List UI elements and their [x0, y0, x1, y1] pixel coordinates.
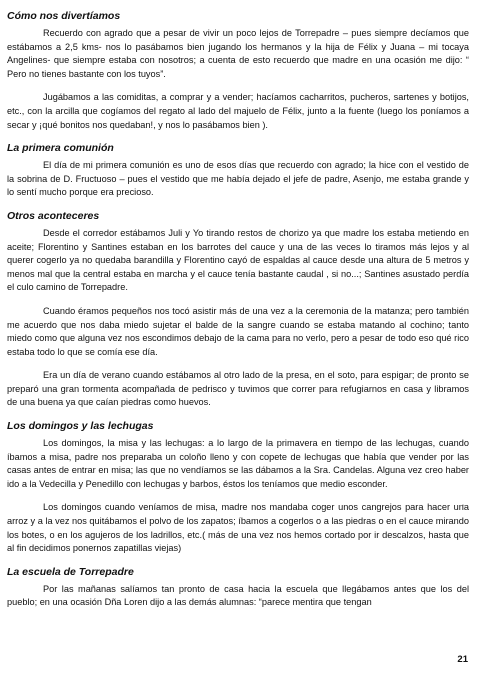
- section-los-domingos-y-las-lechugas: [7, 420, 469, 556]
- paragraph: Los domingos, la misa y las lechugas: a lo largo de la primavera en tiempo de las lechugas, cuando íbamos a misa, padre nos preparaba un coloño lleno y con copete de lechugas que había que vender por las casas antes de entrar en misa; las que no vendíamos se las dábamos a la Sra. Candelas. Alguna vez creo haber ido a la Vedecilla y Penedillo con lechugas y barbos, éstos los teníamos que medio esconder.: [7, 438, 469, 489]
- section-la-primera-comunion: [7, 142, 469, 200]
- section-heading: La escuela de Torrepadre: [7, 565, 134, 578]
- paragraph: Los domingos cuando veníamos de misa, madre nos mandaba coger unos cangrejos para hacer una arroz y a la vez nos quitábamos el polvo de los zapatos; íbamos a cogerlos o a las piedras o en el cauce mirando los botes, o en los agujeros de los ladrillos, etc.( más de una vez nos hemos cortado por ir descalzos, hasta que al fin decidimos ponernos zapatillas viejas): [7, 502, 469, 554]
- page-number: 21: [457, 654, 468, 665]
- section-heading: Otros aconteceres: [7, 209, 100, 222]
- section-como-nos-divertiamos: [7, 10, 469, 132]
- scan-speck-mark: [462, 504, 466, 507]
- section-la-escuela-de-torrepadre: [7, 566, 469, 610]
- section-heading: Cómo nos divertíamos: [7, 10, 121, 22]
- page-content: [7, 10, 469, 620]
- section-otros-aconteceres: [7, 210, 469, 410]
- paragraph: Cuando éramos pequeños nos tocó asistir más de una vez a la ceremonia de la matanza; pero también me acuerdo que nos daba miedo sujetar el balde de la sangre cuando se estaba matando al cochino; tanto miedo como que alguna vez nos escondimos debajo de la cama para no verlo, pero a pesar de todo eso qué rico estaba todo lo que se comía ese día.: [7, 305, 469, 357]
- paragraph: Recuerdo con agrado que a pesar de vivir un poco lejos de Torrepadre – pues siempre decíamos que estábamos a 2,5 kms- nos lo pasábamos bien jugando los hermanos y la hija de Félix y Juana – mi tocaya Angelines- que siempre estaba con nosotros; a cuenta de esto recuerdo que madre en una ocasión me dijo: “ Pero no tienes bastante con los tuyos”.: [7, 28, 469, 79]
- paragraph: Era un día de verano cuando estábamos al otro lado de la presa, en el soto, para espigar; de pronto se preparó una gran tormenta acompañada de pedrisco y tuvimos que correr para refugiarnos en casa y libramos de una buena ya que caían piedras como huevos.: [7, 370, 469, 408]
- paragraph: Por las mañanas salíamos tan pronto de casa hacia la escuela que llegábamos antes que los del pueblo; en una ocasión Dña Loren dijo a las demás alumnas: “parece mentira que tengan: [7, 583, 469, 608]
- section-heading: Los domingos y las lechugas: [7, 420, 154, 433]
- section-heading: La primera comunión: [7, 142, 114, 155]
- paragraph: Jugábamos a las comiditas, a comprar y a vender; hacíamos cacharritos, pucheros, sartenes y botijos, etc., con la arcilla que cogíamos del regato al lado del majuelo de Félix, junto a la fuente (luego los poníamos a secar y ¡qué bonitos nos quedaban!, y nos lo pasábamos bien ).: [7, 92, 469, 130]
- paragraph: El día de mi primera comunión es uno de esos días que recuerdo con agrado; la hice con el vestido de la sobrina de D. Fructuoso – pues el vestido que me había dejado el jefe de padre, Asenjo, me estaba grande y lo sentí mucho porque era precioso.: [7, 160, 469, 198]
- paragraph: Desde el corredor estábamos Juli y Yo tirando restos de chorizo ya que madre los estaba metiendo en aceite; Florentino y Santines estaban en los barrotes del cauce y una de las veces lo tiramos más lejos y al querer cogerlo ya no quedaba barandilla y Florentino cayó de espaldas al cauce desde una altura de 5 metros y menos mal que la central estaba en marcha y el cauce tenía bastante caudal , si no...; Santines asustado perdía el culo camino de Torrepadre.: [7, 227, 469, 293]
